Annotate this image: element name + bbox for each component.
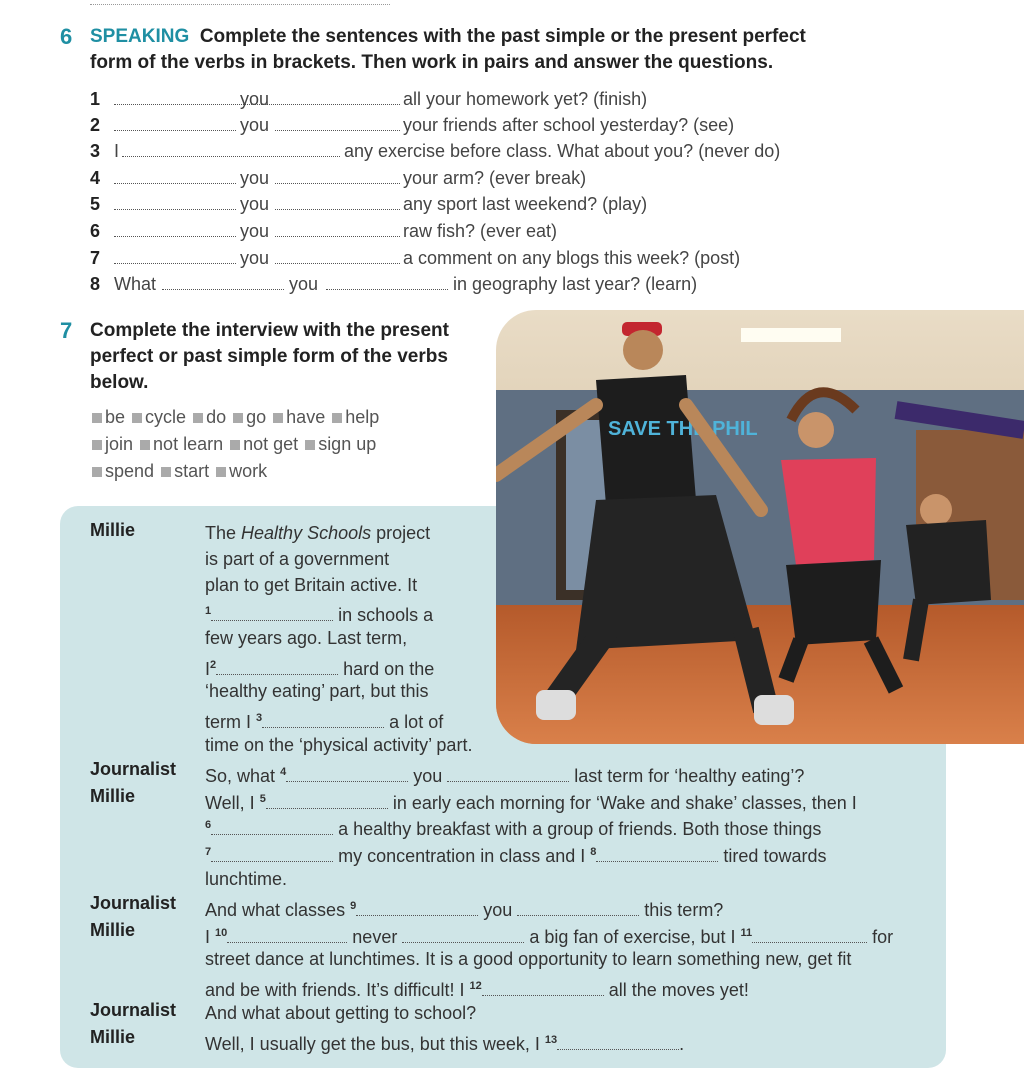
street-dance-photo — [496, 310, 1024, 744]
speaker-journalist: Journalist — [90, 1000, 177, 1020]
word-bank-line-1: be cycle do go have help — [90, 404, 379, 431]
dialogue-line: The Healthy Schools project — [205, 523, 431, 543]
item-3: 3 I any exercise before class. What about you? (never do) — [90, 141, 781, 161]
word-bank-line-2: join not learn not get sign up — [90, 431, 379, 458]
dialogue-line: $I^2$ hard on the — [205, 659, 435, 679]
blank[interactable] — [114, 247, 236, 264]
dialogue-line: Well, I usually get the bus, but this week, I $^{13}$ . — [205, 1034, 685, 1054]
blank[interactable] — [266, 794, 388, 809]
blank[interactable] — [517, 901, 639, 916]
speaker-millie: Millie — [90, 1027, 136, 1047]
blank[interactable] — [286, 767, 408, 782]
blank[interactable] — [326, 273, 448, 290]
word-bank-line-3: spend start work — [90, 458, 379, 485]
dialogue-line: time on the ‘physical activity’ part. — [205, 735, 473, 755]
blank[interactable] — [114, 220, 236, 237]
instruction-line-2: form of the verbs in brackets. Then work in pairs and answer the questions. — [90, 52, 774, 73]
blank[interactable] — [216, 660, 338, 675]
speaker-journalist: Journalist — [90, 893, 177, 913]
blank[interactable] — [275, 114, 400, 131]
dialogue-line: I $^{10}$ never a big fan of exercise, but I $^{11}$ for — [205, 927, 894, 947]
item-1: 1 you all your homework yet? (finish) — [90, 89, 648, 109]
item-8: 8 What you in geography last year? (learn) — [90, 274, 698, 294]
blank[interactable] — [275, 167, 400, 184]
dialogue-line: $^7$ my concentration in class and I $^8$ tired towards — [205, 846, 827, 866]
top-rule — [90, 0, 390, 5]
dialogue-line: is part of a government — [205, 549, 390, 569]
speaker-millie: Millie — [90, 520, 136, 540]
exercise-6-number: 6 — [60, 24, 73, 49]
item-2: 2 you your friends after school yesterday? (see) — [90, 115, 735, 135]
instruction-line-1: Complete the sentences with the past simple or the present perfect — [199, 26, 806, 47]
dialogue-line: $^1$ in schools a — [205, 605, 434, 625]
dialogue-line: ‘healthy eating’ part, but this — [205, 681, 429, 701]
blank[interactable] — [122, 140, 340, 157]
blank[interactable] — [402, 928, 524, 943]
blank[interactable] — [211, 820, 333, 835]
speaker-journalist: Journalist — [90, 759, 177, 779]
blank[interactable] — [114, 114, 236, 131]
item-4: 4 you your arm? (ever break) — [90, 168, 587, 188]
blank[interactable] — [211, 847, 333, 862]
speaker-millie: Millie — [90, 920, 136, 940]
dialogue-line: and be with friends. It’s difficult! I $^{12}$ all the moves yet! — [205, 980, 749, 1000]
word-bank — [90, 404, 379, 485]
item-5: 5 you any sport last weekend? (play) — [90, 194, 648, 214]
exercise-7-number: 7 — [60, 318, 73, 343]
blank[interactable] — [275, 193, 400, 210]
blank[interactable] — [275, 247, 400, 264]
dialogue-line: So, what $^4$ you last term for ‘healthy eating’? — [205, 766, 805, 786]
dialogue-line: And what classes $^9$ you this term? — [205, 900, 724, 920]
blank[interactable] — [114, 193, 236, 210]
exercise-6-instruction — [90, 24, 806, 76]
blank[interactable] — [275, 88, 400, 105]
blank[interactable] — [262, 713, 384, 728]
blank[interactable] — [482, 981, 604, 996]
blank[interactable] — [227, 928, 347, 943]
shirt-text: SAVE THE PHIL — [608, 418, 758, 440]
blank[interactable] — [211, 606, 333, 621]
blank[interactable] — [162, 273, 284, 290]
blank[interactable] — [596, 847, 718, 862]
dialogue-line: street dance at lunchtimes. It is a good opportunity to learn something new, get fit — [205, 949, 852, 969]
dialogue-line: Well, I $^5$ in early each morning for ‘Wake and shake’ classes, then I — [205, 793, 857, 813]
dialogue-line: term I $^3$ a lot of — [205, 712, 444, 732]
dance-class-illustration — [496, 310, 1024, 744]
item-7: 7 you a comment on any blogs this week? (post) — [90, 248, 741, 268]
blank[interactable] — [114, 167, 236, 184]
dialogue-line: lunchtime. — [205, 869, 288, 889]
exercise-7-instruction: Complete the interview with the present perfect or past simple form of the verbs below. — [90, 320, 449, 393]
dialogue-line: few years ago. Last term, — [205, 628, 408, 648]
blank[interactable] — [447, 767, 569, 782]
blank[interactable] — [752, 928, 867, 943]
speaking-keyword: SPEAKING — [90, 26, 190, 47]
dialogue-line: $^6$ a healthy breakfast with a group of friends. Both those things — [205, 819, 822, 839]
dialogue-line: And what about getting to school? — [205, 1003, 477, 1023]
speaker-millie: Millie — [90, 786, 136, 806]
blank[interactable] — [557, 1035, 679, 1050]
blank[interactable] — [356, 901, 478, 916]
dialogue-line: plan to get Britain active. It — [205, 575, 418, 595]
blank[interactable] — [275, 220, 400, 237]
item-6: 6 you raw fish? (ever eat) — [90, 221, 558, 241]
